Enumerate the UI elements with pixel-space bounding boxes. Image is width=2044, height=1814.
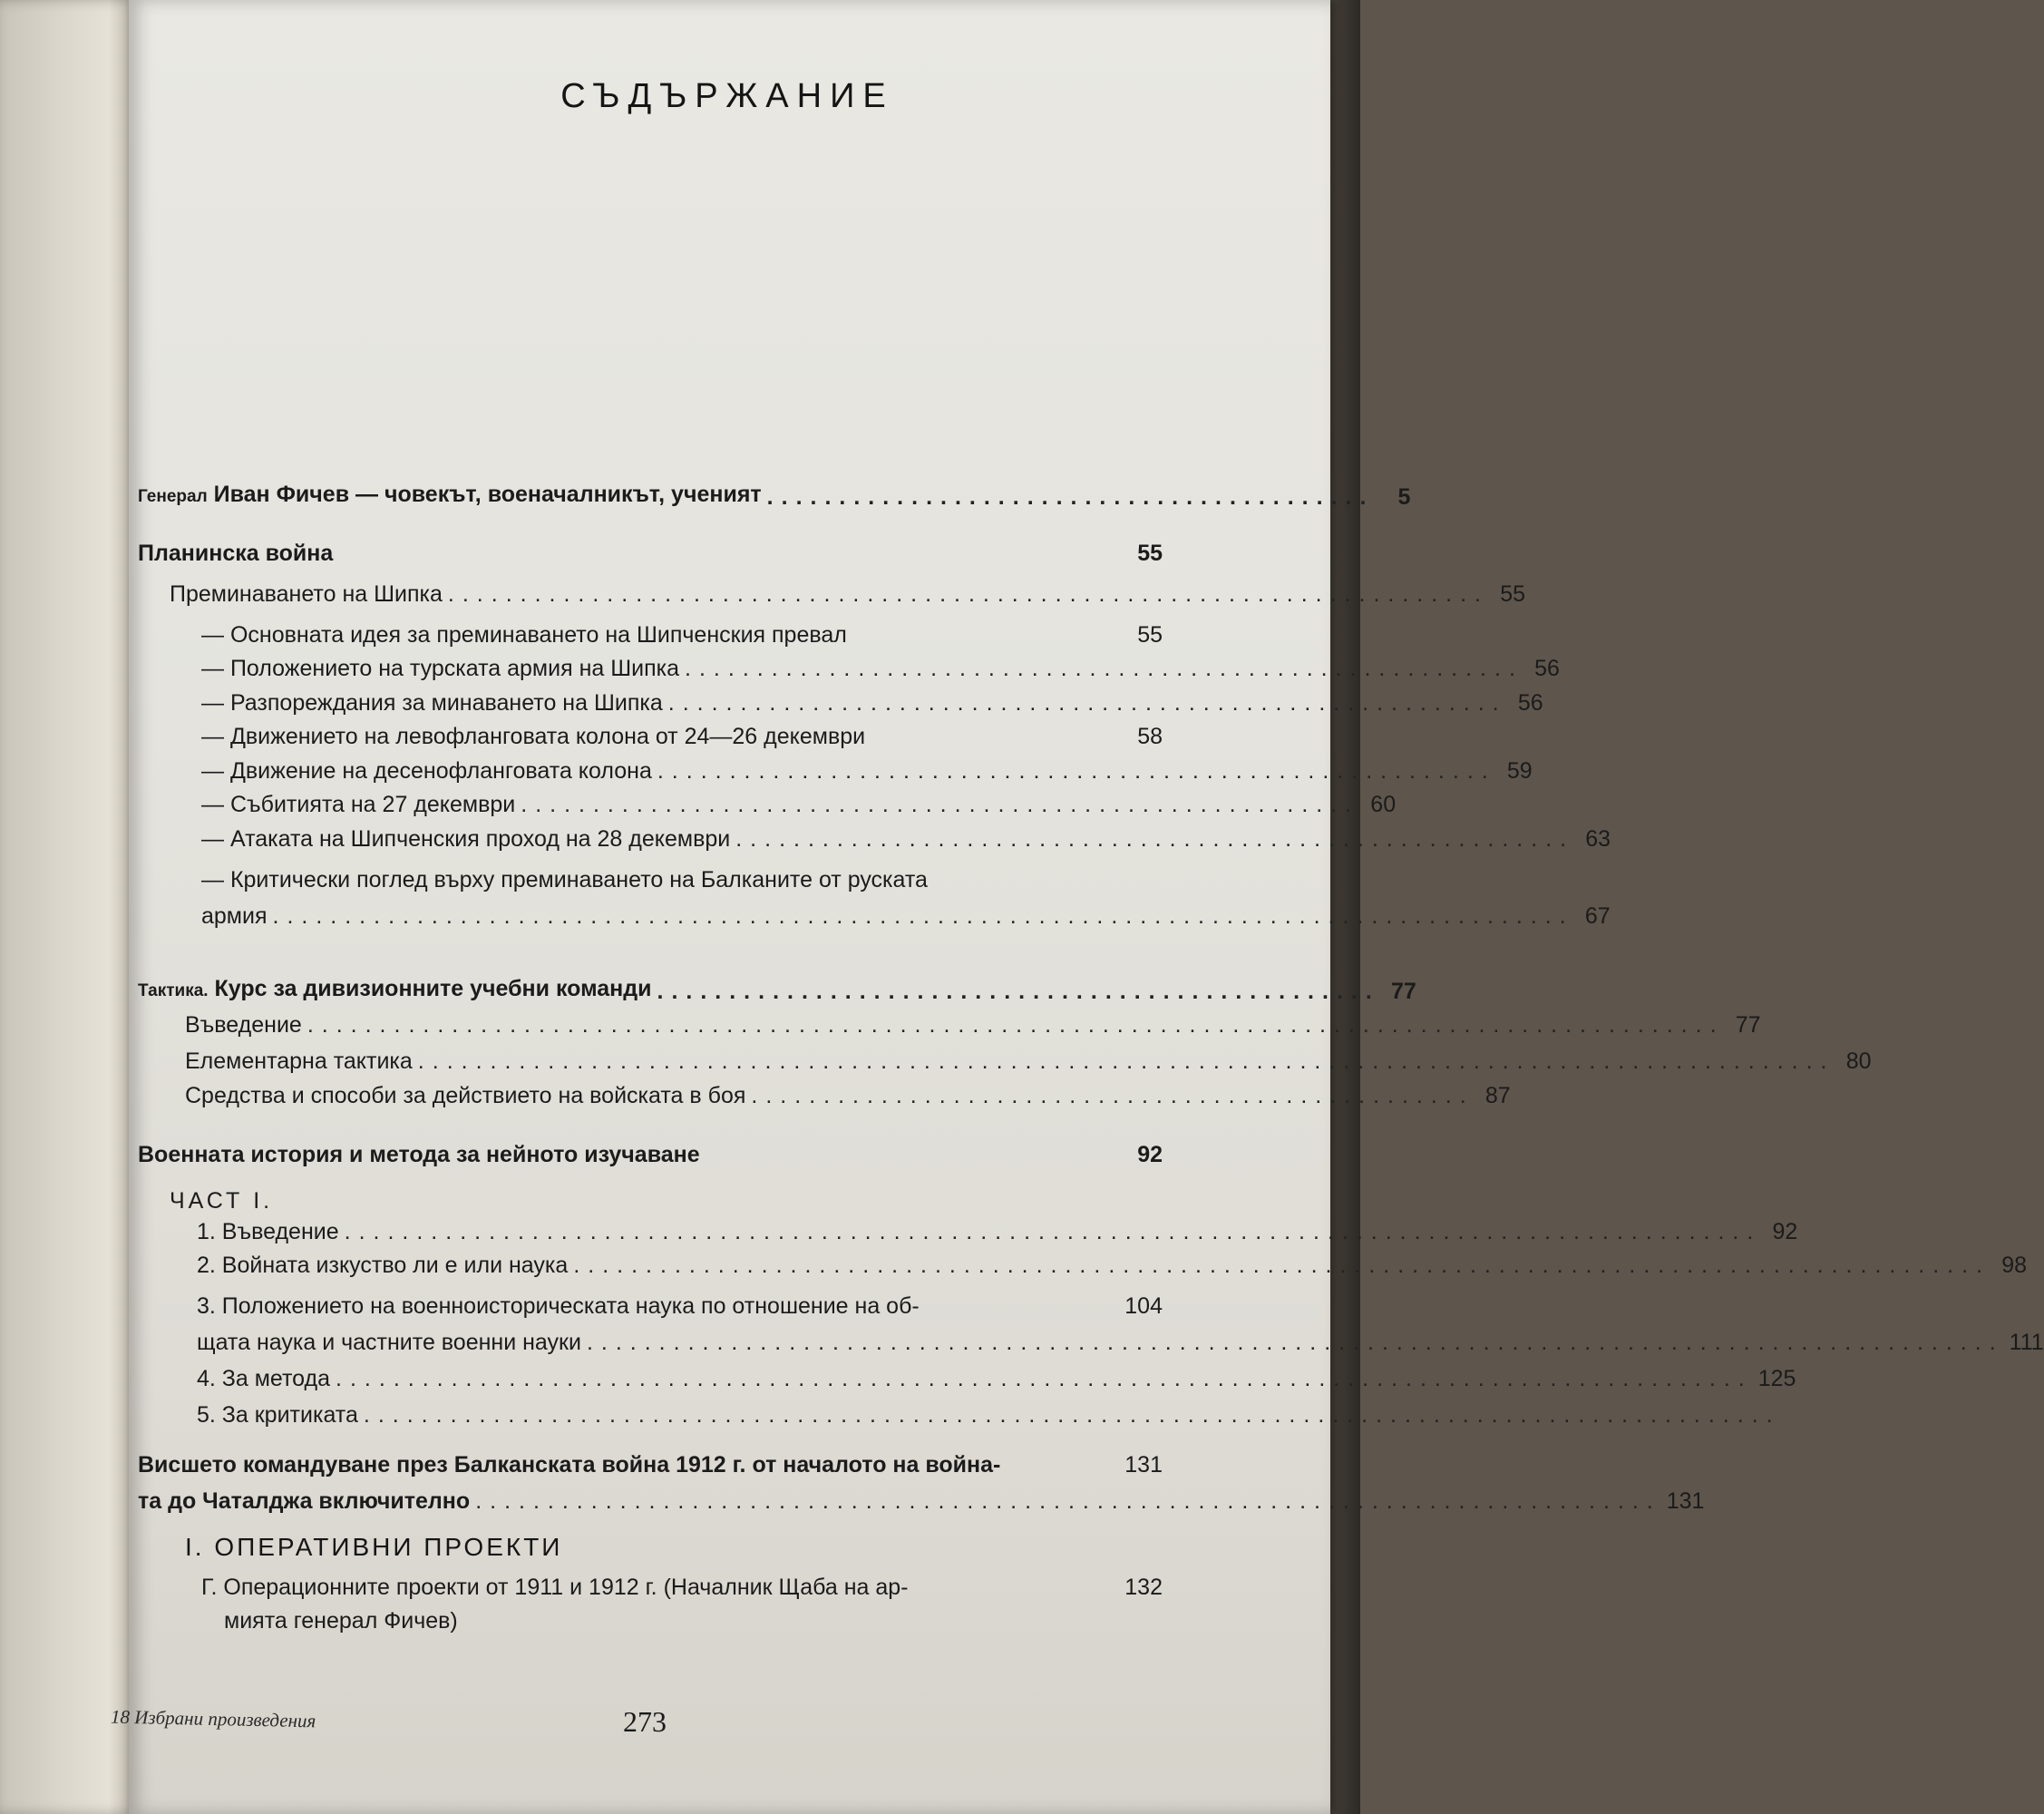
toc-subentry-item3-line2: щата наука и частните военни науки bbox=[197, 1330, 581, 1355]
leader-dots: .................................................. bbox=[657, 979, 1380, 1004]
toc-entry-command[interactable] bbox=[138, 1451, 1163, 1478]
toc-entry-fichev[interactable] bbox=[138, 481, 1411, 511]
toc-entry-shipka[interactable] bbox=[170, 580, 1526, 608]
toc-subentry-op-page: 132 bbox=[1124, 1575, 1163, 1600]
toc-subentry-title: 2. Войната изкуство ли е или наука bbox=[197, 1253, 569, 1278]
left-page-edge bbox=[0, 0, 136, 1814]
toc-subentry-page: 77 bbox=[1735, 1012, 1761, 1038]
toc-subentry-title: — Основната идея за преминаването на Шипченския превал bbox=[201, 622, 847, 648]
toc-subentry-item3[interactable] bbox=[197, 1292, 1163, 1320]
toc-subentry-critical-line1[interactable]: — Критически поглед върху преминаването на Балканите от руската bbox=[201, 867, 928, 892]
toc-subentry-page: 92 bbox=[1772, 1219, 1798, 1244]
toc-subentry-title: — Движението на левофланговата колона от 24—26 декември bbox=[201, 724, 866, 749]
leader-dots: .......................................................... bbox=[735, 826, 1575, 852]
leader-dots: .................................................................................................. bbox=[363, 1402, 1781, 1428]
toc-subentry[interactable] bbox=[197, 1401, 1781, 1429]
toc-subentry[interactable] bbox=[185, 1048, 1872, 1075]
leader-dots: .................................................................................................. bbox=[417, 1048, 1835, 1074]
toc-subentry-item3-line1: 3. Положението на военноисторическата наука по отношение на об- bbox=[197, 1293, 920, 1319]
leader-dots: .......................................................... bbox=[657, 758, 1496, 784]
toc-subentry-item3-page-a: 104 bbox=[1124, 1293, 1163, 1319]
toc-subentry-critical-line2: армия bbox=[201, 903, 268, 929]
leader-dots: .................................................. bbox=[751, 1083, 1475, 1108]
section-heading-operational: I. ОПЕРАТИВНИ ПРОЕКТИ bbox=[185, 1533, 563, 1561]
toc-subentry[interactable] bbox=[201, 655, 1560, 682]
toc-subentry[interactable] bbox=[201, 723, 1163, 750]
toc-subentry-title: Средства и способи за действието на войската в боя bbox=[185, 1083, 746, 1108]
toc-entry-mountain-war-title: Планинска война bbox=[138, 541, 334, 566]
leader-dots: .................................................................................................. bbox=[344, 1219, 1762, 1244]
toc-subentry-title: — Положението на турската армия на Шипка bbox=[201, 656, 680, 681]
toc-subentry[interactable] bbox=[197, 1218, 1798, 1245]
toc-subentry-title: — Разпореждания за минаването на Шипка bbox=[201, 690, 663, 716]
part-label: ЧАСТ I. bbox=[170, 1188, 274, 1214]
leader-space bbox=[925, 1292, 1120, 1320]
toc-entry-command-page-b: 131 bbox=[1666, 1488, 1705, 1514]
leader-dots: .......................................................... bbox=[521, 792, 1360, 817]
toc-entry-command-page-a: 131 bbox=[1124, 1452, 1163, 1478]
leader-space bbox=[871, 723, 1126, 750]
toc-entry-mountain-war[interactable] bbox=[138, 540, 1163, 567]
toc-subentry-page: 60 bbox=[1370, 792, 1397, 817]
leader-space bbox=[1006, 1451, 1119, 1478]
contents-page bbox=[110, 0, 2044, 1814]
toc-entry-fichev-title: Иван Фичев — човекът, военачалникът, ученият bbox=[213, 482, 762, 507]
toc-subentry-op-line1: Г. Операционните проекти от 1911 и 1912 г. (Началник Щаба на ар- bbox=[201, 1575, 909, 1600]
toc-entry-shipka-title: Преминаването на Шипка bbox=[170, 581, 443, 607]
toc-entry-tactics-page: 77 bbox=[1390, 979, 1416, 1004]
leader-dots: .......................................... bbox=[766, 484, 1375, 510]
toc-subentry-page: 59 bbox=[1506, 758, 1533, 784]
toc-subentry-item3-page-b: 111 bbox=[2009, 1330, 2044, 1355]
toc-subentry-op-line2[interactable]: мията генерал Фичев) bbox=[224, 1608, 458, 1634]
leader-dots: .......................................................... bbox=[667, 690, 1507, 716]
leader-dots: .................................................................................. bbox=[475, 1488, 1661, 1514]
toc-subentry-page: 125 bbox=[1757, 1366, 1796, 1391]
toc-subentry[interactable] bbox=[197, 1365, 1796, 1392]
toc-subentry-page: 98 bbox=[2001, 1253, 2028, 1278]
footer-signature: 18 Избрани произведения bbox=[110, 1705, 316, 1732]
leader-dots: .................................................................................................. bbox=[307, 1012, 1725, 1038]
toc-subentry-page: 58 bbox=[1137, 724, 1163, 749]
toc-subentry-title: 5. За критиката bbox=[197, 1402, 358, 1428]
toc-subentry-page: 87 bbox=[1484, 1083, 1511, 1108]
toc-entry-command-line1: Висшето командуване през Балканската война 1912 г. от началото на война- bbox=[138, 1452, 1001, 1478]
toc-entry-tactics-title: Курс за дивизионните учебни команди bbox=[214, 976, 652, 1001]
toc-subentry-title: 4. За метода bbox=[197, 1366, 331, 1391]
toc-subentry-title: 1. Въведение bbox=[197, 1219, 339, 1244]
toc-subentry[interactable] bbox=[201, 825, 1611, 853]
toc-subentry-title: — Движение на десенофланговата колона bbox=[201, 758, 652, 784]
toc-entry-command-cont[interactable] bbox=[138, 1487, 1705, 1515]
toc-subentry-op[interactable] bbox=[201, 1574, 1163, 1601]
toc-entry-command-line2: та до Чаталджа включително bbox=[138, 1488, 471, 1514]
leader-space bbox=[706, 1141, 1126, 1168]
toc-subentry[interactable] bbox=[197, 1252, 2028, 1279]
toc-entry-history-title: Военната история и метода за нейното изучаване bbox=[138, 1142, 700, 1167]
toc-subentry-page: 63 bbox=[1585, 826, 1611, 852]
toc-subentry-page: 56 bbox=[1517, 690, 1543, 716]
toc-subentry-page: 55 bbox=[1137, 622, 1163, 648]
page-number: 273 bbox=[623, 1705, 667, 1738]
toc-subentry-title: Въведение bbox=[185, 1012, 302, 1038]
toc-subentry[interactable] bbox=[185, 1011, 1761, 1039]
leader-space bbox=[338, 540, 1126, 567]
toc-subentry-critical[interactable] bbox=[201, 902, 1611, 930]
toc-subentry[interactable] bbox=[201, 791, 1397, 818]
toc-subentry-item3-cont[interactable] bbox=[197, 1329, 2044, 1356]
toc-subentry-title: — Събитията на 27 декември bbox=[201, 792, 516, 817]
leader-dots: .......................................................................................... bbox=[272, 903, 1574, 929]
leader-space bbox=[852, 621, 1126, 649]
leader-dots: .................................................................................................. bbox=[336, 1366, 1753, 1391]
toc-prefix-general: Генерал bbox=[138, 487, 208, 506]
toc-subentry[interactable] bbox=[201, 621, 1163, 649]
toc-subentry-title: Елементарна тактика bbox=[185, 1048, 413, 1074]
leader-dots: .......................................................... bbox=[685, 656, 1523, 681]
leader-space bbox=[913, 1574, 1119, 1601]
leader-dots: .................................................................................................. bbox=[573, 1253, 1991, 1278]
toc-subentry-page: 56 bbox=[1534, 656, 1560, 681]
toc-subentry[interactable] bbox=[201, 757, 1533, 785]
toc-entry-shipka-page: 55 bbox=[1500, 581, 1526, 607]
toc-entry-tactics[interactable] bbox=[138, 975, 1416, 1005]
toc-subentry-title: — Атаката на Шипченския проход на 28 декември bbox=[201, 826, 731, 852]
toc-subentry[interactable] bbox=[185, 1082, 1511, 1109]
toc-entry-history[interactable] bbox=[138, 1141, 1163, 1168]
toc-prefix-tactics: Тактика. bbox=[138, 981, 209, 1000]
toc-subentry[interactable] bbox=[201, 689, 1543, 717]
toc-entry-mountain-war-page: 55 bbox=[1137, 541, 1163, 566]
page-title: СЪДЪРЖАНИЕ bbox=[560, 77, 894, 115]
toc-subentry-page: 80 bbox=[1845, 1048, 1872, 1074]
toc-entry-history-page: 92 bbox=[1137, 1142, 1163, 1167]
leader-dots: .................................................................................................. bbox=[586, 1330, 2004, 1355]
page-content bbox=[110, 0, 2044, 1814]
leader-dots: ........................................................................ bbox=[447, 581, 1490, 607]
toc-subentry-critical-page: 67 bbox=[1584, 903, 1611, 929]
toc-entry-fichev-page: 5 bbox=[1397, 484, 1411, 510]
